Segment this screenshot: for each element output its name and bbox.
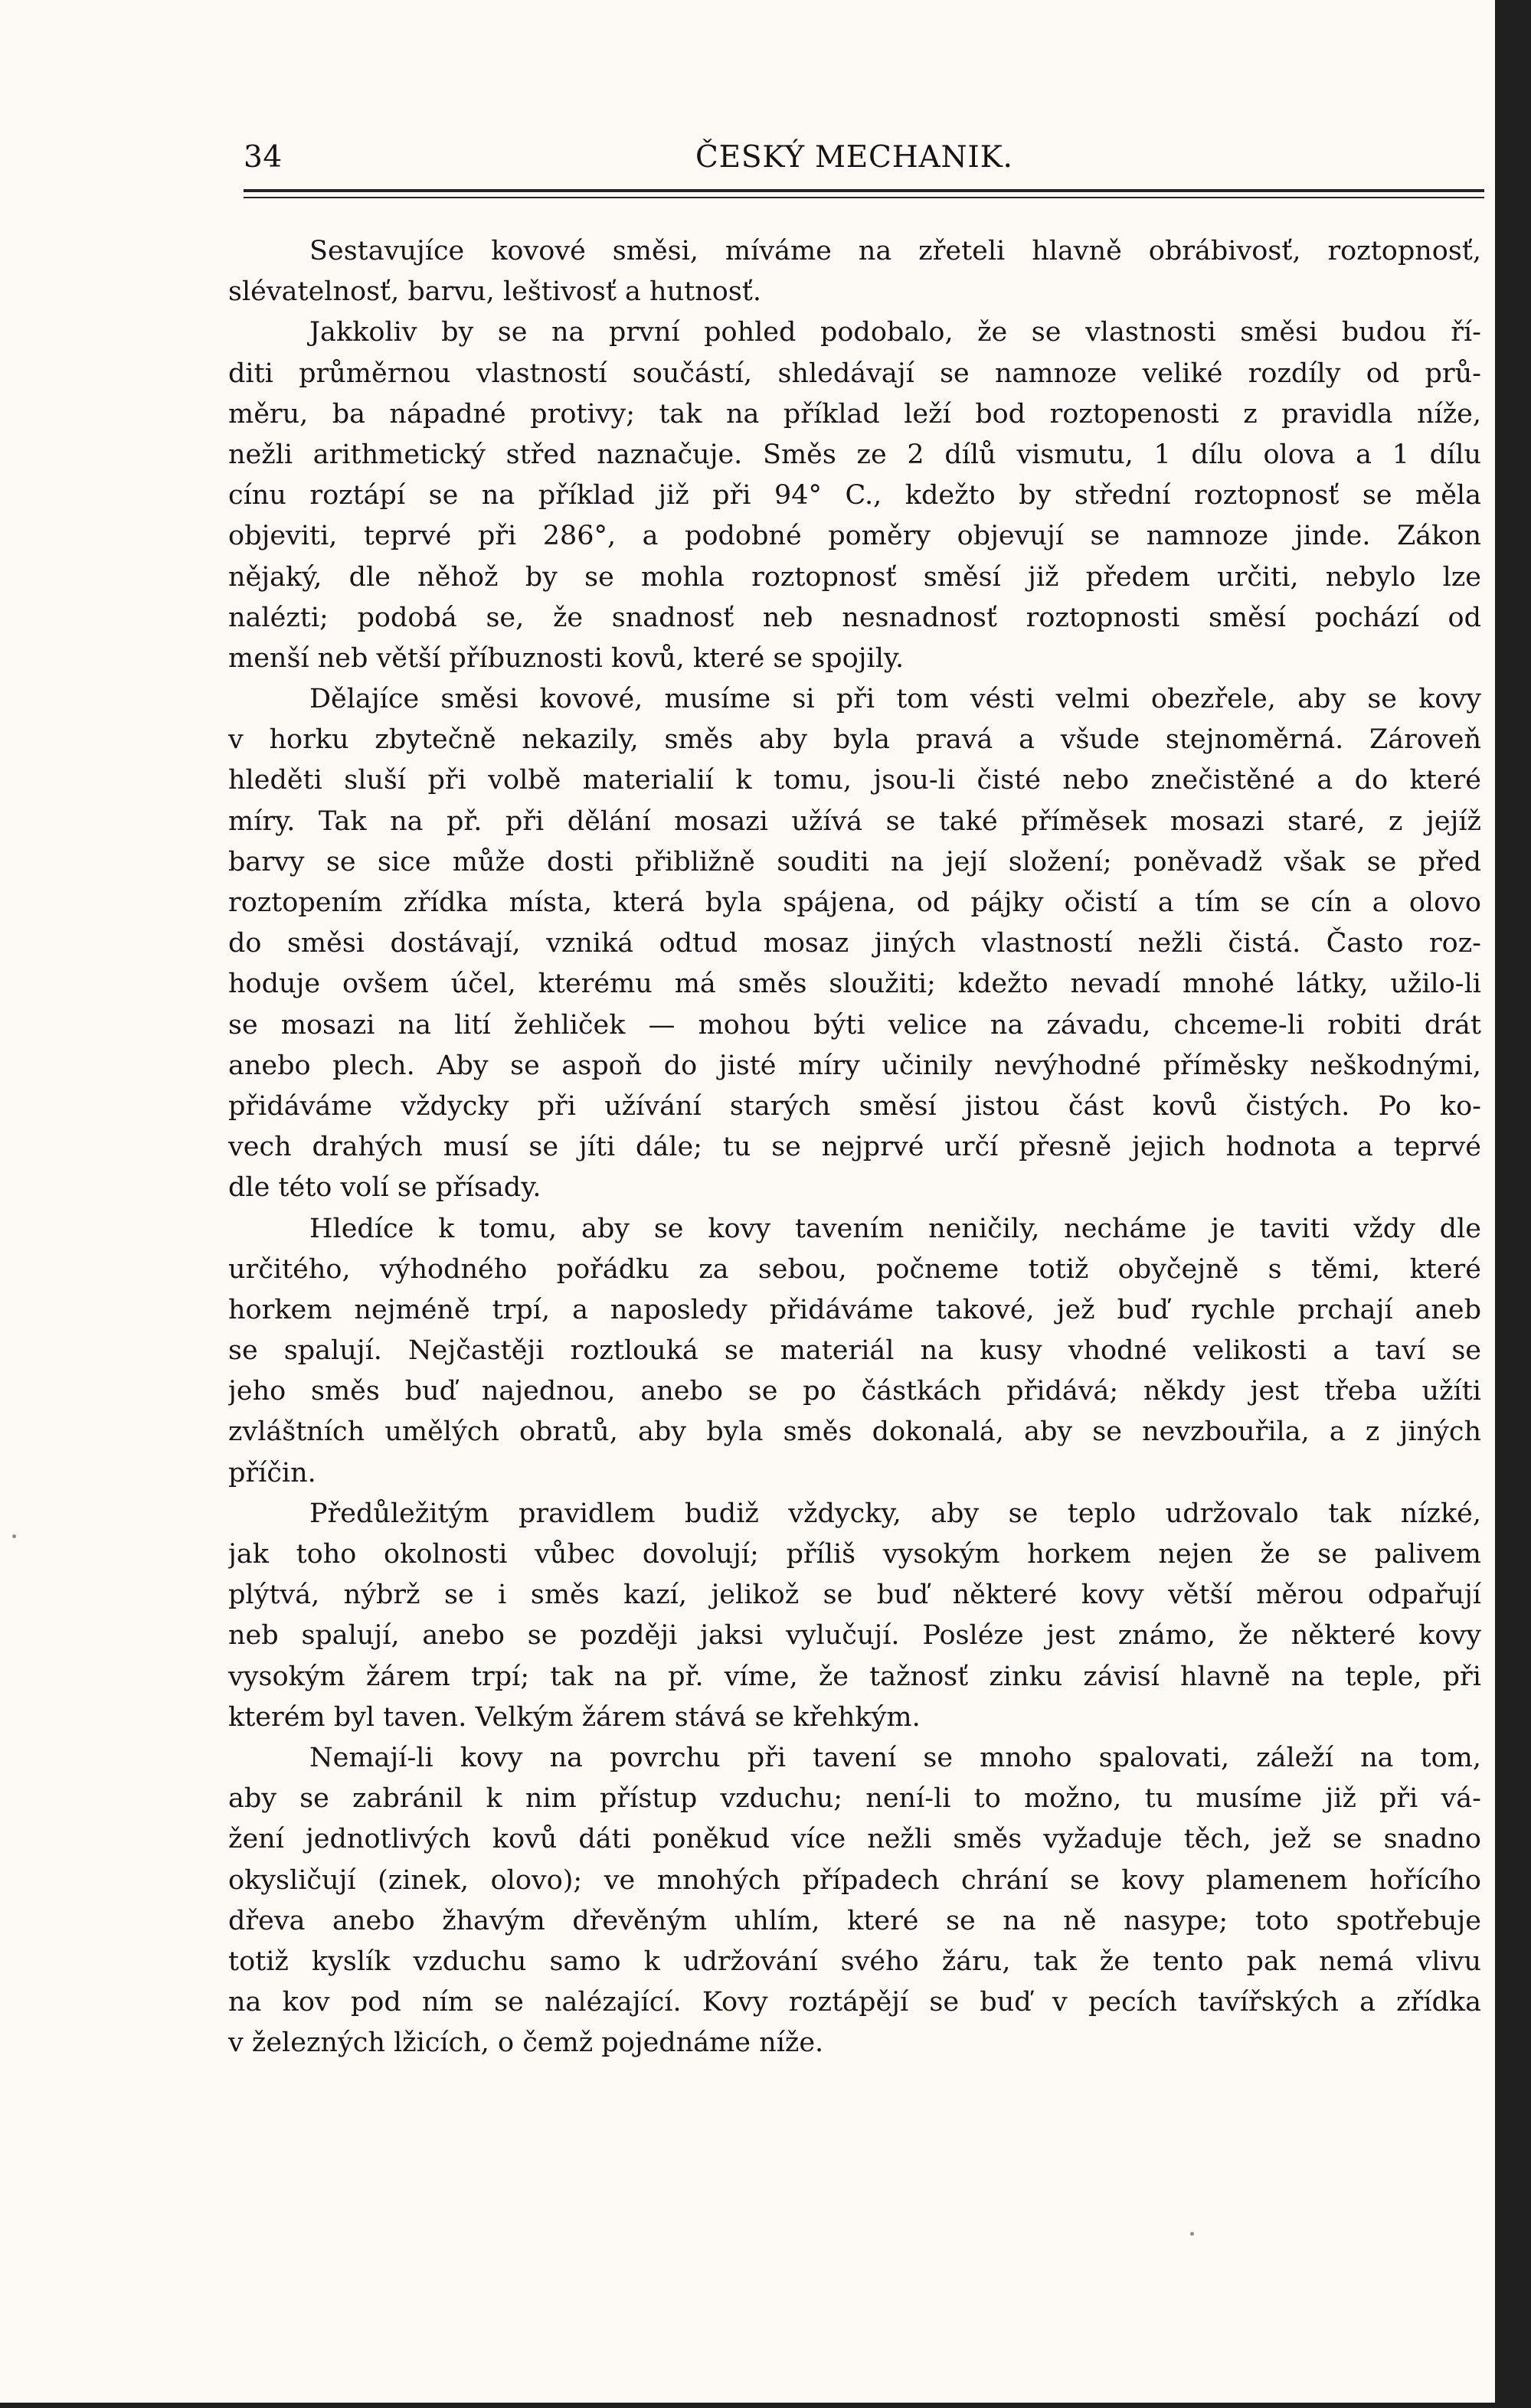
- running-title: ČESKÝ MECHANIK.: [695, 140, 1013, 175]
- text-line: se mosazi na lití žehliček — mohou býti velice na závadu, chceme-li robiti drát: [228, 1009, 1481, 1041]
- text-line: na kov pod ním se nalézající. Kovy roztápějí se buď v pecích tavířských a zřídka: [228, 1987, 1481, 2018]
- text-line: příčin.: [228, 1457, 316, 1488]
- text-line: roztopením zřídka místa, která byla spájena, od pájky očistí a tím se cín a olovo: [228, 887, 1481, 918]
- text-line: v železných lžicích, o čemž pojednáme níže.: [228, 2027, 824, 2059]
- text-line: přidáváme vždycky při užívání starých směsí jistou část kovů čistých. Po ko-: [228, 1090, 1481, 1122]
- text-line: se spalují. Nejčastěji roztlouká se materiál na kusy vhodné velikosti a taví se: [228, 1335, 1481, 1367]
- paragraph: [228, 1209, 1481, 1494]
- text-line: totiž kyslík vzduchu samo k udržování svého žáru, tak že tento pak nemá vlivu: [228, 1946, 1481, 1977]
- text-line: diti průměrnou vlastností součástí, shledávají se namnoze veliké rozdíly od prů-: [228, 358, 1481, 389]
- text-line: dřeva anebo žhavým dřevěným uhlím, které se na ně nasype; toto spotřebuje: [228, 1905, 1481, 1936]
- text-line: v horku zbytečně nekazily, směs aby byla pravá a všude stejnoměrná. Zároveň: [228, 724, 1481, 756]
- text-line: Hledíce k tomu, aby se kovy tavením neničily, necháme je taviti vždy dle: [309, 1213, 1481, 1244]
- text-line: kterém byl taven. Velkým žárem stává se křehkým.: [228, 1701, 921, 1733]
- page-header: [244, 138, 1484, 184]
- text-line: Nemají-li kovy na povrchu při tavení se mnoho spalovati, záleží na tom,: [309, 1742, 1481, 1773]
- text-line: Jakkoliv by se na první pohled podobalo, že se vlastnosti směsi budou ří-: [309, 317, 1481, 348]
- text-line: do směsi dostávají, vzniká odtud mosaz jiných vlastností nežli čistá. Často roz-: [228, 928, 1481, 959]
- scan-border-right: [1495, 0, 1531, 2408]
- body-text: [228, 231, 1481, 2063]
- paragraph: [228, 231, 1481, 312]
- text-line: anebo plech. Aby se aspoň do jisté míry učinily nevýhodné příměsky neškodnými,: [228, 1050, 1481, 1081]
- text-line: barvy se sice může dosti přibližně souditi na její složení; poněvadž však se před: [228, 846, 1481, 877]
- text-line: cínu roztápí se na příklad již při 94° C., kdežto by střední roztopnosť se měla: [228, 480, 1481, 511]
- text-line: okysličují (zinek, olovo); ve mnohých případech chrání se kovy plamenem hořícího: [228, 1864, 1481, 1896]
- text-line: jeho směs buď najednou, anebo se po částkách přidává; někdy jest třeba užíti: [228, 1376, 1481, 1407]
- paragraph: [228, 1738, 1481, 2064]
- text-line: neb spalují, anebo se později jaksi vylučují. Posléze jest známo, že některé kovy: [228, 1620, 1481, 1652]
- text-line: jak toho okolnosti vůbec dovolují; příliš vysokým horkem nejen že se palivem: [228, 1539, 1481, 1570]
- scan-border-bottom: [0, 2403, 1531, 2408]
- text-line: dle této volí se přísady.: [228, 1172, 541, 1204]
- text-line: zvláštních umělých obratů, aby byla směs dokonalá, aby se nevzbouřila, a z jiných: [228, 1416, 1481, 1448]
- paper-speck: [12, 1534, 16, 1538]
- text-line: slévatelnosť, barvu, leštivosť a hutnosť.: [228, 276, 761, 308]
- text-line: vysokým žárem trpí; tak na př. víme, že tažnosť zinku závisí hlavně na teple, při: [228, 1661, 1481, 1692]
- text-line: určitého, výhodného pořádku za sebou, počneme totiž obyčejně s těmi, které: [228, 1253, 1481, 1285]
- text-line: měru, ba nápadné protivy; tak na příklad leží bod roztopenosti z pravidla níže,: [228, 398, 1481, 430]
- text-line: plýtvá, nýbrž se i směs kazí, jelikož se buď některé kovy větší měrou odpařují: [228, 1580, 1481, 1611]
- paragraph: [228, 1494, 1481, 1738]
- text-line: menší neb větší příbuznosti kovů, které se spojily.: [228, 642, 905, 674]
- text-line: hleděti sluší při volbě materialií k tomu, jsou-li čisté nebo znečistěné a do které: [228, 765, 1481, 796]
- text-line: horkem nejméně trpí, a naposledy přidáváme takové, jež buď rychle prchají aneb: [228, 1294, 1481, 1325]
- text-line: míry. Tak na př. při dělání mosazi užívá se také příměsek mosazi staré, z jejíž: [228, 805, 1481, 837]
- text-line: aby se zabránil k nim přístup vzduchu; není-li to možno, tu musíme již při vá-: [228, 1783, 1481, 1815]
- text-line: hoduje ovšem účel, kterému má směs sloužiti; kdežto nevadí mnohé látky, užilo-li: [228, 969, 1481, 1000]
- text-line: žení jednotlivých kovů dáti poněkud více nežli směs vyžaduje těch, jež se snadno: [228, 1824, 1481, 1855]
- paper-speck: [1190, 2232, 1194, 2236]
- paragraph: [228, 679, 1481, 1208]
- text-line: objeviti, teprvé při 286°, a podobné poměry objevují se namnoze jinde. Zákon: [228, 521, 1481, 552]
- text-line: nějaký, dle něhož by se mohla roztopnosť směsí již předem určiti, nebylo lze: [228, 561, 1481, 593]
- text-line: Sestavujíce kovové směsi, míváme na zřeteli hlavně obrábivosť, roztopnosť,: [309, 236, 1481, 266]
- text-line: Dělajíce směsi kovové, musíme si při tom vésti velmi obezřele, aby se kovy: [309, 684, 1481, 715]
- header-rule: [244, 189, 1484, 198]
- text-line: vech drahých musí se jíti dále; tu se nejprvé určí přesně jejich hodnota a teprvé: [228, 1132, 1481, 1163]
- text-line: nalézti; podobá se, že snadnosť neb nesnadnosť roztopnosti směsí pochází od: [228, 602, 1481, 633]
- text-line: nežli arithmetický střed naznačuje. Směs ze 2 dílů vismutu, 1 dílu olova a 1 dílu: [228, 439, 1481, 470]
- text-line: Předůležitým pravidlem budiž vždycky, aby se teplo udržovalo tak nízké,: [309, 1498, 1481, 1529]
- page-number: 34: [244, 140, 283, 175]
- paragraph: [228, 312, 1481, 679]
